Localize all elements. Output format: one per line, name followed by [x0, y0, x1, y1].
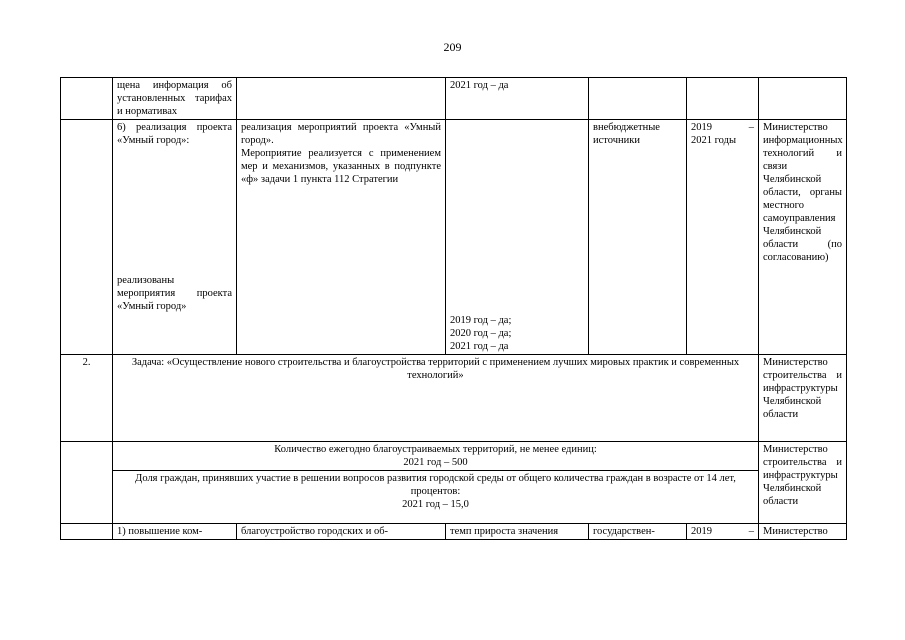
cell-responsible: Министерство строительства и инфраструктуры Челябинской области: [759, 355, 847, 442]
indicator-1-title: Количество ежегодно благоустраиваемых территорий, не менее единиц:: [274, 444, 597, 455]
table-row-task-2: [61, 355, 847, 442]
cell-responsible: Министерство строительства и инфраструктуры Челябинской области: [759, 442, 847, 524]
cell-funding: внебюджетные источники: [589, 120, 687, 355]
cell-number: [61, 442, 113, 524]
cell-responsible: [759, 78, 847, 120]
table-row-indicator-2: [61, 471, 847, 524]
page-number: 209: [443, 40, 462, 54]
cell-responsible: Министерство: [759, 524, 847, 540]
period-end: 2021 годы: [691, 135, 737, 146]
period-dash: –: [748, 122, 754, 133]
cell-activity: щена информация об установленных тарифах и нормативах: [113, 78, 237, 120]
cell-period: [687, 78, 759, 120]
cell-period: [687, 524, 759, 540]
indicator-2-title: Доля граждан, принявших участие в решении вопросов развития городской среды от общего количества граждан в возрасте от 14 лет, процентов:: [135, 473, 736, 497]
cell-number: 2.: [61, 355, 113, 442]
activity-title: 6) реализация проекта «Умный город»:: [117, 122, 232, 146]
cell-indicator: темп прироста значения: [446, 524, 589, 540]
table-row-indicator-1: [61, 442, 847, 471]
period-start: 2019: [691, 122, 712, 133]
cell-indicator: 2021 год – да: [446, 78, 589, 120]
cell-task-title: Задача: «Осуществление нового строительства и благоустройства территорий с применением лучших мировых практик и современных технологий»: [113, 355, 759, 442]
cell-description: [237, 120, 446, 355]
indicator-line-2: 2020 год – да;: [450, 328, 512, 339]
indicator-2-value: 2021 год – 15,0: [402, 499, 469, 510]
program-table: [60, 77, 847, 540]
cell-activity: 1) повышение ком-: [113, 524, 237, 540]
cell-period: [687, 120, 759, 355]
cell-number: [61, 120, 113, 355]
cell-description: [237, 78, 446, 120]
description-line-2: Мероприятие реализуется с применением мер и механизмов, указанных в подпункте «ф» задачи 1 пункта 112 Стратегии: [241, 148, 441, 185]
table-row-continued: [61, 78, 847, 120]
table-row-last: [61, 524, 847, 540]
description-line-1: реализация мероприятий проекта «Умный город».: [241, 122, 441, 146]
cell-responsible: Министерство информационных технологий и связи Челябинской области, органы местного самоуправления Челябинской области (по согласованию): [759, 120, 847, 355]
cell-description: благоустройство городских и об-: [237, 524, 446, 540]
cell-indicator-1: [113, 442, 759, 471]
cell-indicator: [446, 120, 589, 355]
period-start: 2019: [691, 526, 712, 537]
cell-activity: [113, 120, 237, 355]
cell-indicator-2: [113, 471, 759, 524]
cell-funding: [589, 78, 687, 120]
indicator-line-3: 2021 год – да: [450, 341, 509, 352]
table-row-smart-city: [61, 120, 847, 355]
indicator-line-1: 2019 год – да;: [450, 315, 512, 326]
period-dash: –: [748, 526, 754, 537]
cell-number: [61, 524, 113, 540]
activity-result: реализованы мероприятия проекта «Умный город»: [117, 275, 232, 312]
cell-funding: государствен-: [589, 524, 687, 540]
indicator-1-value: 2021 год – 500: [403, 457, 468, 468]
cell-number: [61, 78, 113, 120]
